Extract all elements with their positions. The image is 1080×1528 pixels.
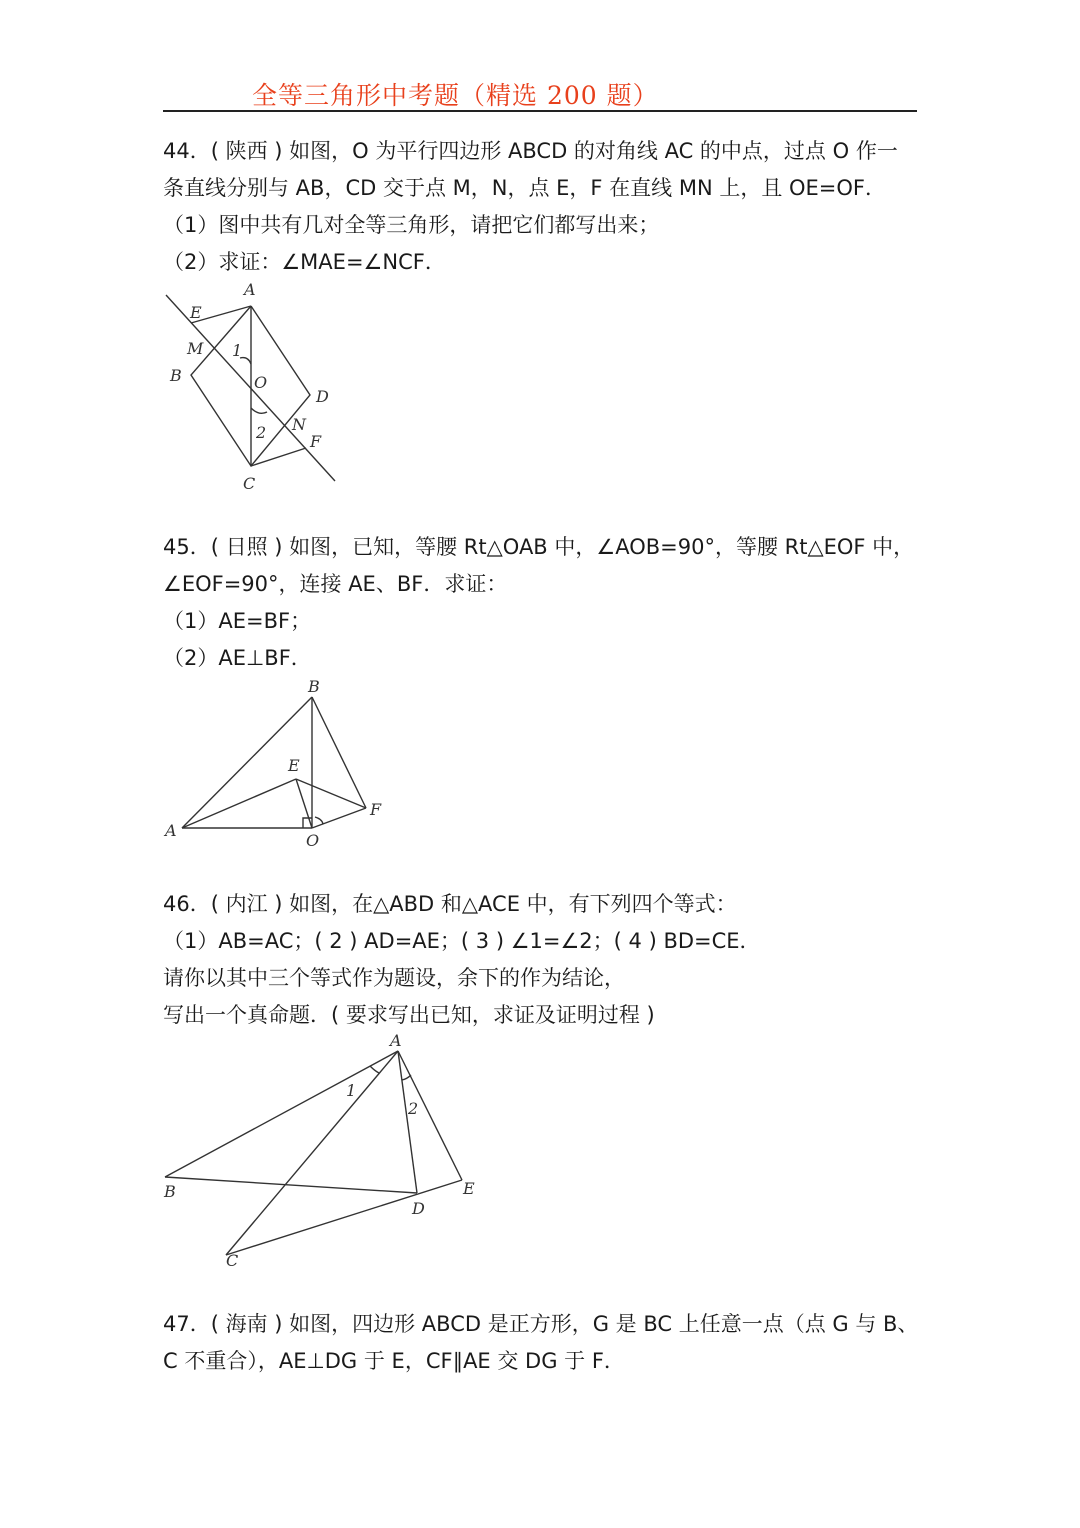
angle-mark-2: [251, 408, 267, 413]
figure-46: [160, 1030, 495, 1275]
problem-line: 44．( 陕西 ) 如图，O 为平行四边形 ABCD 的对角线 AC 的中点，过点 O 作一: [163, 139, 898, 163]
label-two: 2: [256, 423, 267, 442]
label-c: C: [226, 1251, 239, 1270]
label-n: N: [292, 415, 306, 434]
label-two: 2: [408, 1099, 419, 1118]
label-one: 1: [232, 341, 243, 360]
segment-ce: [226, 1180, 462, 1255]
segment-ae: [182, 779, 296, 828]
segment-ad: [398, 1051, 417, 1193]
label-o: O: [254, 373, 268, 392]
segment-of: [312, 808, 366, 828]
label-b: B: [308, 677, 320, 696]
label-e: E: [463, 1179, 475, 1198]
problem-line: 写出一个真命题．( 要求写出已知，求证及证明过程 ): [163, 1003, 655, 1027]
figure-44: [160, 280, 350, 495]
label-d: D: [412, 1199, 425, 1218]
header-divider: [163, 110, 917, 112]
segment-eo: [296, 779, 312, 828]
problem-line: （1）图中共有几对全等三角形，请把它们都写出来；: [163, 213, 660, 237]
label-f: F: [310, 432, 322, 451]
label-e: E: [288, 756, 300, 775]
angle-mark-2: [402, 1075, 411, 1080]
problem-line: 条直线分别与 AB，CD 交于点 M，N，点 E，F 在直线 MN 上，且 OE=OF．: [163, 176, 887, 200]
segment-ac: [226, 1051, 398, 1255]
label-one: 1: [346, 1081, 357, 1100]
angle-arc: [315, 817, 323, 824]
label-f: F: [370, 800, 382, 819]
label-a: A: [165, 821, 177, 840]
problem-line: ∠EOF=90°，连接 AE、BF．求证：: [163, 572, 508, 596]
label-c: C: [243, 474, 256, 493]
problem-line: C 不重合），AE⊥DG 于 E，CF∥AE 交 DG 于 F．: [163, 1349, 625, 1373]
problem-line: 45．( 日照 ) 如图，已知，等腰 Rt△OAB 中，∠AOB=90°，等腰 Rt△EOF 中，: [163, 535, 915, 559]
label-e: E: [190, 303, 202, 322]
label-b: B: [170, 366, 182, 385]
segment-bd: [165, 1177, 417, 1193]
label-a: A: [390, 1031, 402, 1050]
angle-mark-1: [370, 1066, 379, 1073]
segment-ef: [296, 779, 366, 808]
problem-line: （2）AE⊥BF．: [163, 646, 312, 670]
problem-line: （2）求证：∠MAE=∠NCF．: [163, 250, 446, 274]
label-m: M: [187, 339, 204, 358]
label-o: O: [306, 831, 320, 850]
segment-ab: [165, 1051, 398, 1177]
problem-line: （1）AE=BF；: [163, 609, 312, 633]
figure-45: [160, 675, 390, 850]
problem-line: 47．( 海南 ) 如图，四边形 ABCD 是正方形，G 是 BC 上任意一点（点 G 与 B、: [163, 1312, 919, 1336]
label-d: D: [316, 387, 329, 406]
label-b: B: [164, 1182, 176, 1201]
segment-bf: [312, 697, 366, 808]
problem-line: 请你以其中三个等式作为题设，余下的作为结论，: [163, 966, 625, 990]
problem-line: 46．( 内江 ) 如图，在△ABD 和△ACE 中，有下列四个等式：: [163, 892, 737, 916]
problem-line: （1）AB=AC；( 2 ) AD=AE；( 3 ) ∠1=∠2；( 4 ) BD=CE．: [163, 929, 761, 953]
page-title: 全等三角形中考题（精选 200 题）: [252, 81, 659, 110]
label-a: A: [244, 280, 256, 299]
